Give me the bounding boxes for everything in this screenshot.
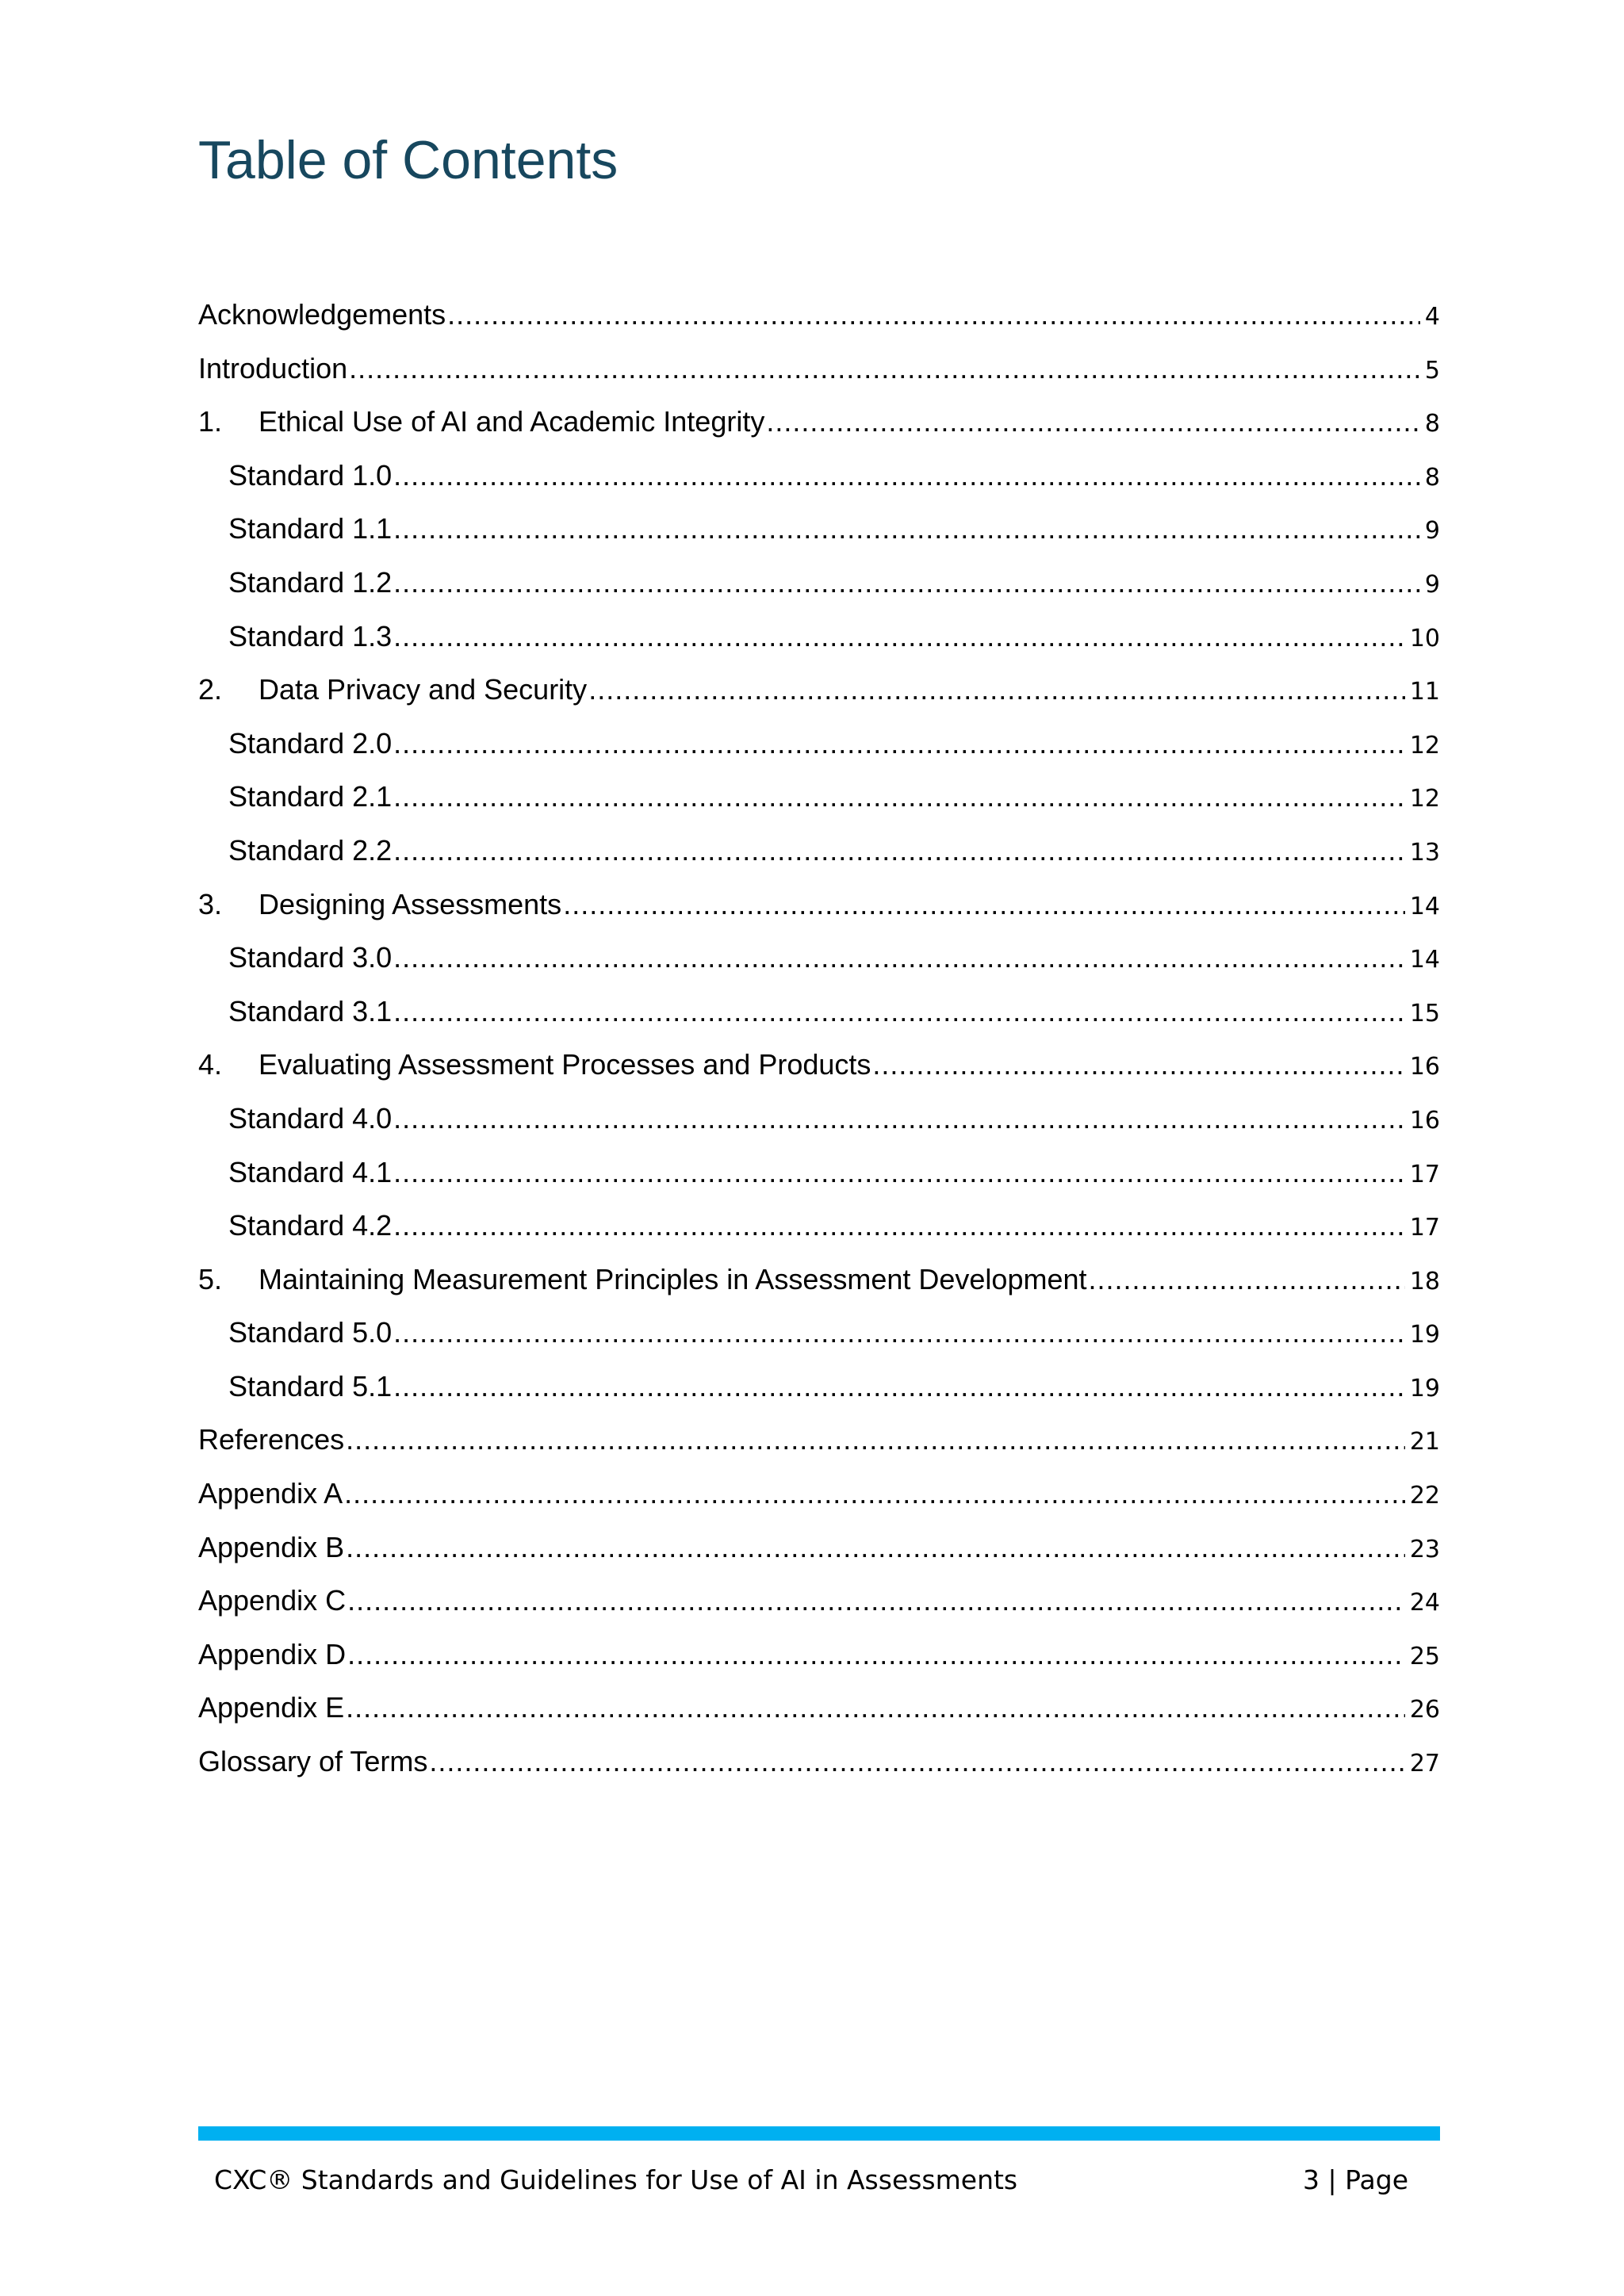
- toc-entry-label: Standard 5.0: [228, 1316, 393, 1349]
- toc-dot-leader: [346, 1423, 1405, 1456]
- toc-entry-label: Standard 2.2: [228, 833, 393, 867]
- toc-entry-page: 16: [1409, 1053, 1440, 1081]
- toc-entry-label: Data Privacy and Security: [259, 673, 588, 706]
- toc-entry-label: Ethical Use of AI and Academic Integrity: [259, 405, 765, 438]
- footer-divider: [198, 2126, 1440, 2141]
- toc-entry-label: Appendix E: [198, 1691, 345, 1724]
- toc-entry[interactable]: [198, 673, 1440, 727]
- toc-entry-page: 12: [1409, 785, 1440, 813]
- toc-dot-leader: [393, 1316, 1405, 1349]
- toc-entry[interactable]: [198, 1370, 1440, 1424]
- toc-entry-page: 23: [1409, 1535, 1440, 1563]
- toc-entry-page: 17: [1409, 1160, 1440, 1188]
- toc-dot-leader: [393, 727, 1405, 760]
- toc-dot-leader: [872, 1048, 1404, 1081]
- toc-entry[interactable]: [198, 727, 1440, 781]
- toc-dot-leader: [346, 1691, 1405, 1724]
- toc-dot-leader: [346, 1531, 1405, 1564]
- toc-entry-page: 21: [1409, 1428, 1440, 1456]
- toc-entry-label: Introduction: [198, 351, 348, 385]
- toc-entry-page: 13: [1409, 838, 1440, 867]
- toc-dot-leader: [1089, 1263, 1405, 1296]
- toc-entry[interactable]: [198, 1584, 1440, 1638]
- toc-entry-page: 19: [1409, 1321, 1440, 1349]
- toc-entry[interactable]: [198, 888, 1440, 942]
- toc-entry-label: Maintaining Measurement Principles in Assessment Development: [259, 1262, 1087, 1295]
- toc-entry-label: Standard 4.0: [228, 1101, 393, 1135]
- toc-dot-leader: [393, 512, 1420, 545]
- toc-entry-label: Evaluating Assessment Processes and Products: [259, 1048, 871, 1081]
- toc-entry-page: 14: [1409, 892, 1440, 920]
- toc-entry[interactable]: [198, 1638, 1440, 1692]
- toc-dot-leader: [393, 566, 1420, 599]
- toc-entry[interactable]: [198, 459, 1440, 513]
- toc-dot-leader: [429, 1745, 1404, 1778]
- toc-entry-label: Standard 1.2: [228, 565, 393, 599]
- toc-entry-page: 22: [1409, 1482, 1440, 1510]
- page-title: Table of Contents: [198, 130, 619, 190]
- toc-entry-page: 19: [1409, 1374, 1440, 1402]
- toc-entry[interactable]: [198, 1531, 1440, 1585]
- toc-entry[interactable]: [198, 1263, 1440, 1317]
- toc-entry-page: 5: [1424, 356, 1440, 385]
- toc-dot-leader: [393, 780, 1405, 813]
- toc-entry[interactable]: [198, 1745, 1440, 1799]
- toc-dot-leader: [447, 298, 1420, 331]
- toc-entry-page: 8: [1424, 463, 1440, 492]
- toc-entry-label: Standard 2.1: [228, 780, 393, 813]
- toc-entry[interactable]: [198, 566, 1440, 620]
- toc-entry-label: Acknowledgements: [198, 298, 446, 331]
- toc-entry[interactable]: [198, 1209, 1440, 1263]
- toc-entry[interactable]: [198, 1477, 1440, 1531]
- toc-entry[interactable]: [198, 352, 1440, 406]
- toc-dot-leader: [347, 1584, 1405, 1617]
- toc-entry-label: Standard 5.1: [228, 1369, 393, 1402]
- toc-entry-page: 8: [1424, 410, 1440, 438]
- toc-entry-label: Appendix D: [198, 1637, 347, 1670]
- toc-dot-leader: [393, 620, 1405, 653]
- footer-document-title: CXC® Standards and Guidelines for Use of AI in Assessments: [214, 2164, 1018, 2195]
- toc-entry-label: Glossary of Terms: [198, 1745, 428, 1778]
- toc-dot-leader: [393, 1102, 1405, 1135]
- footer-page-number: 3 | Page: [1303, 2164, 1408, 2195]
- toc-entry[interactable]: [198, 1423, 1440, 1477]
- toc-dot-leader: [344, 1477, 1405, 1510]
- toc-entry-number: 4.: [198, 1048, 223, 1081]
- toc-entry[interactable]: [198, 941, 1440, 995]
- toc-dot-leader: [393, 941, 1405, 974]
- toc-entry-label: Standard 3.1: [228, 994, 393, 1027]
- toc-entry[interactable]: [198, 1691, 1440, 1745]
- toc-entry[interactable]: [198, 1156, 1440, 1210]
- toc-dot-leader: [563, 888, 1405, 921]
- toc-dot-leader: [393, 1209, 1405, 1242]
- table-of-contents: [198, 298, 1440, 1799]
- toc-entry-label: Standard 1.1: [228, 512, 393, 545]
- toc-dot-leader: [393, 995, 1405, 1028]
- toc-entry-page: 17: [1409, 1214, 1440, 1242]
- toc-entry-label: Standard 1.0: [228, 458, 393, 492]
- toc-entry-label: Standard 1.3: [228, 619, 393, 652]
- toc-dot-leader: [393, 834, 1405, 867]
- toc-entry-page: 15: [1409, 999, 1440, 1027]
- toc-entry-label: Appendix A: [198, 1477, 343, 1510]
- toc-entry-label: Standard 4.1: [228, 1155, 393, 1188]
- toc-entry[interactable]: [198, 405, 1440, 459]
- toc-entry-page: 25: [1409, 1642, 1440, 1670]
- toc-entry-number: 3.: [198, 887, 223, 920]
- toc-entry-page: 16: [1409, 1106, 1440, 1135]
- toc-entry-label: Designing Assessments: [259, 887, 562, 920]
- toc-entry[interactable]: [198, 834, 1440, 888]
- toc-entry-page: 11: [1409, 678, 1440, 706]
- toc-entry-page: 27: [1409, 1750, 1440, 1778]
- toc-dot-leader: [766, 405, 1420, 438]
- toc-dot-leader: [393, 1156, 1405, 1189]
- toc-dot-leader: [393, 1370, 1405, 1403]
- toc-entry-label: Appendix C: [198, 1584, 347, 1617]
- toc-entry-number: 1.: [198, 405, 223, 438]
- toc-entry-page: 9: [1424, 570, 1440, 599]
- toc-dot-leader: [588, 673, 1405, 706]
- toc-entry-page: 10: [1409, 624, 1440, 652]
- toc-entry-page: 26: [1409, 1696, 1440, 1724]
- toc-entry[interactable]: [198, 1316, 1440, 1370]
- toc-dot-leader: [393, 459, 1420, 492]
- toc-entry[interactable]: [198, 1102, 1440, 1156]
- toc-entry-label: References: [198, 1423, 345, 1456]
- toc-entry-label: Standard 4.2: [228, 1209, 393, 1242]
- toc-dot-leader: [349, 352, 1420, 385]
- toc-entry-label: Standard 2.0: [228, 726, 393, 760]
- toc-entry[interactable]: [198, 1048, 1440, 1102]
- toc-entry-number: 5.: [198, 1262, 223, 1295]
- toc-entry-label: Standard 3.0: [228, 941, 393, 974]
- toc-entry-page: 18: [1409, 1267, 1440, 1295]
- toc-entry[interactable]: [198, 512, 1440, 566]
- toc-entry-number: 2.: [198, 673, 223, 706]
- toc-entry[interactable]: [198, 780, 1440, 834]
- toc-entry[interactable]: [198, 995, 1440, 1049]
- toc-entry-page: 4: [1424, 303, 1440, 331]
- toc-entry-page: 24: [1409, 1589, 1440, 1617]
- toc-entry-label: Appendix B: [198, 1530, 345, 1563]
- toc-entry[interactable]: [198, 298, 1440, 352]
- toc-dot-leader: [347, 1638, 1405, 1671]
- toc-entry-page: 14: [1409, 946, 1440, 974]
- toc-entry-page: 12: [1409, 731, 1440, 760]
- toc-entry[interactable]: [198, 620, 1440, 674]
- toc-entry-page: 9: [1424, 517, 1440, 545]
